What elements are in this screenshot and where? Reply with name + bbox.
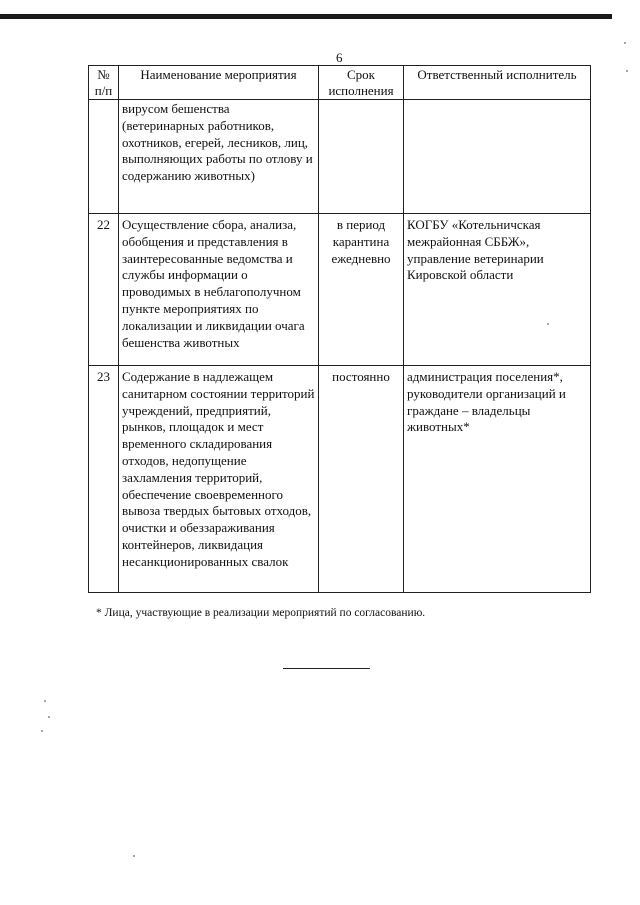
row-measure-name: Содержание в надлежащем санитарном состоянии территорий учреждений, предприятий, рынков, площадок и мест временного складирования отходов, недопущение захламления территорий, обеспечение своевременного вывоза твердых бытовых отходов, очистки и обеззараживания контейнеров, ликвидация несанкционированных свалок xyxy=(119,366,319,593)
row-responsible: КОГБУ «Котельничская межрайонная СББЖ», управление ветеринарии Кировской области xyxy=(404,214,591,366)
row-deadline: в период карантина ежедневно xyxy=(319,214,404,366)
scan-speck xyxy=(547,323,549,325)
table-header-row xyxy=(89,66,591,100)
header-number: № п/п xyxy=(89,66,119,100)
page-number: 6 xyxy=(336,50,343,65)
scan-speck xyxy=(626,70,628,72)
footnote: * Лица, участвующие в реализации мероприятий по согласованию. xyxy=(96,607,426,619)
header-responsible: Ответственный исполнитель xyxy=(404,66,591,100)
scan-speck xyxy=(624,42,626,44)
header-deadline: Срок исполнения xyxy=(319,66,404,100)
scan-top-border xyxy=(0,14,612,19)
row-number: 23 xyxy=(89,366,119,593)
row-deadline xyxy=(319,100,404,214)
table-row xyxy=(89,214,591,366)
row-responsible xyxy=(404,100,591,214)
scan-speck xyxy=(48,716,50,718)
row-measure-name: Осуществление сбора, анализа, обобщения и представления в заинтересованные ведомства и службы информации о проводимых в неблагополучном пункте мероприятиях по локализации и ликвидации очага бешенства животных xyxy=(119,214,319,366)
measures-table xyxy=(88,65,591,593)
row-number: 22 xyxy=(89,214,119,366)
table-row xyxy=(89,100,591,214)
scan-speck xyxy=(44,700,46,702)
scan-speck xyxy=(41,730,43,732)
end-of-document-line xyxy=(283,668,370,669)
row-measure-name: вирусом бешенства (ветеринарных работников, охотников, егерей, лесников, лиц, выполняющих работы по отлову и содержанию животных) xyxy=(119,100,319,214)
row-deadline: постоянно xyxy=(319,366,404,593)
table-row xyxy=(89,366,591,593)
scan-speck xyxy=(133,855,135,857)
row-number xyxy=(89,100,119,214)
header-measure-name: Наименование мероприятия xyxy=(119,66,319,100)
row-responsible: администрация поселения*, руководители организаций и граждане – владельцы животных* xyxy=(404,366,591,593)
